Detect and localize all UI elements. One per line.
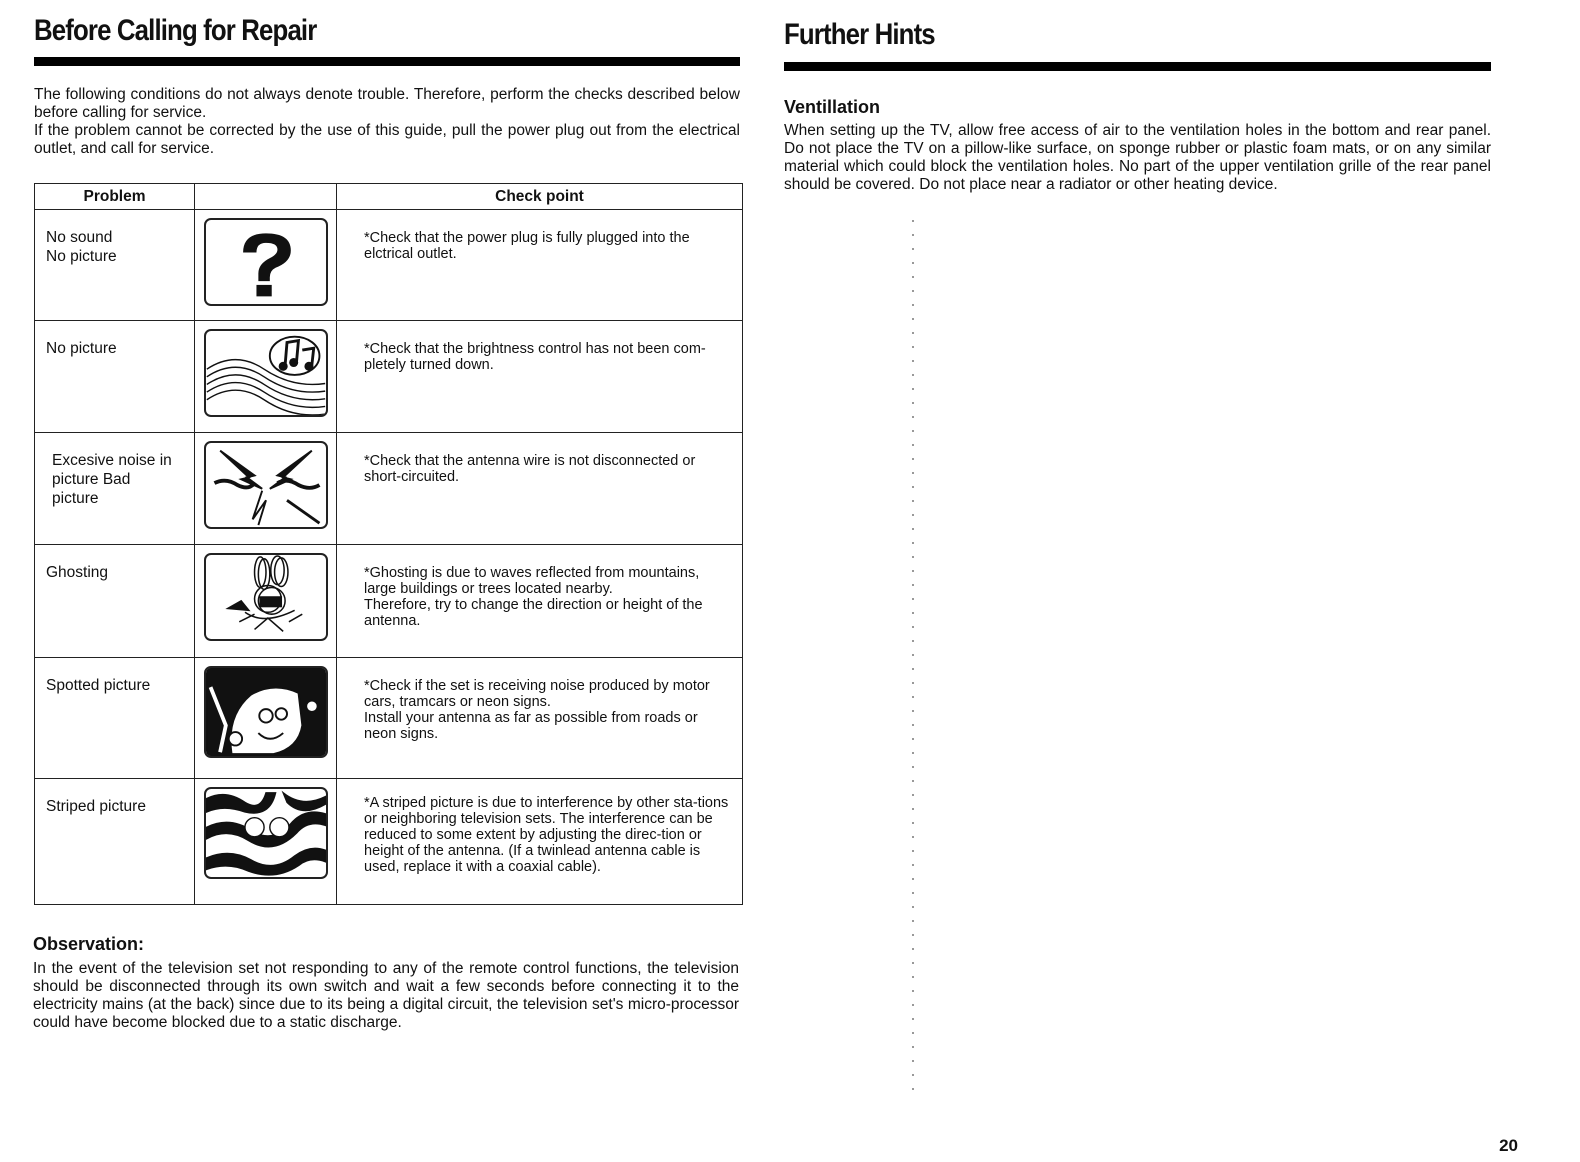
table-row bbox=[35, 210, 742, 321]
problem-cell: No picture bbox=[35, 321, 195, 432]
problem-cell: Ghosting bbox=[35, 545, 195, 657]
table-row bbox=[35, 779, 742, 904]
table-row bbox=[35, 321, 742, 433]
music-notes-icon bbox=[204, 329, 328, 417]
problem-cell: Striped picture bbox=[35, 779, 195, 904]
checkpoint-cell: *Check that the brightness control has not been com-pletely turned down. bbox=[364, 341, 706, 373]
table-row bbox=[35, 433, 742, 545]
header-problem: Problem bbox=[35, 184, 195, 209]
header-illustration bbox=[195, 184, 337, 209]
table-row bbox=[35, 545, 742, 658]
ventilation-text: When setting up the TV, allow free access of air to the ventilation holes in the bottom and rear panel. Do not place the TV on a pillow-like surface, on sponge rubber or plastic foam mats, or on any similar material which could block the ventilation holes. No part of the upper ventilation grille of the rear panel should be covered. Do not place near a radiator or other heating device. bbox=[784, 122, 1491, 193]
question-mark-icon bbox=[204, 218, 328, 306]
left-title-rule bbox=[34, 57, 740, 66]
gutter-dots bbox=[912, 220, 914, 1100]
checkpoint-cell: *Ghosting is due to waves reflected from mountains, large buildings or trees located nearby. Therefore, try to change the direction or height of the antenna. bbox=[364, 565, 703, 629]
repair-checklist-table bbox=[34, 183, 743, 905]
table-header-row bbox=[35, 184, 742, 210]
spotted-face-icon bbox=[204, 666, 328, 758]
rabbit-ghosting-icon bbox=[204, 553, 328, 641]
checkpoint-cell: *Check that the power plug is fully plugged into the elctrical outlet. bbox=[364, 230, 690, 262]
intro-paragraph-2: If the problem cannot be corrected by the use of this guide, pull the power plug out from the electrical outlet, and call for service. bbox=[34, 122, 740, 157]
intro-paragraph-1: The following conditions do not always denote trouble. Therefore, perform the checks described below before calling for service. bbox=[34, 86, 740, 121]
observation-title: Observation: bbox=[33, 934, 145, 954]
observation-text: In the event of the television set not responding to any of the remote control functions, the television should be disconnected through its own switch and wait a few seconds before connecting it to the electricity mains (at the back) since due to its being a digital circuit, the television set's micro-processor could have become blocked due to a static discharge. bbox=[33, 960, 739, 1031]
header-check-point: Check point bbox=[495, 187, 584, 205]
striped-picture-icon bbox=[204, 787, 328, 879]
ventilation-title: Ventillation bbox=[784, 97, 881, 117]
checkpoint-cell: *Check that the antenna wire is not disconnected or short-circuited. bbox=[364, 453, 696, 485]
problem-cell: Spotted picture bbox=[35, 658, 195, 778]
problem-cell: Excesive noise in picture Bad picture bbox=[35, 433, 195, 544]
page-number: 20 bbox=[1499, 1136, 1518, 1155]
right-page-title: Further Hints bbox=[784, 18, 935, 51]
checkpoint-cell: *A striped picture is due to interference by other sta-tions or neighboring television sets. The interference can be reduced to some extent by adjusting the direc-tion or height of the antenna. (If a twinlead antenna cable is used, replace it with a coaxial cable). bbox=[364, 795, 729, 875]
left-page-title: Before Calling for Repair bbox=[34, 14, 317, 47]
checkpoint-cell: *Check if the set is receiving noise produced by motor cars, tramcars or neon signs. Install your antenna as far as possible from roads or neon signs. bbox=[364, 678, 710, 742]
problem-cell: No sound No picture bbox=[35, 210, 195, 320]
lightning-noise-icon bbox=[204, 441, 328, 529]
right-title-rule bbox=[784, 62, 1491, 71]
table-row bbox=[35, 658, 742, 779]
